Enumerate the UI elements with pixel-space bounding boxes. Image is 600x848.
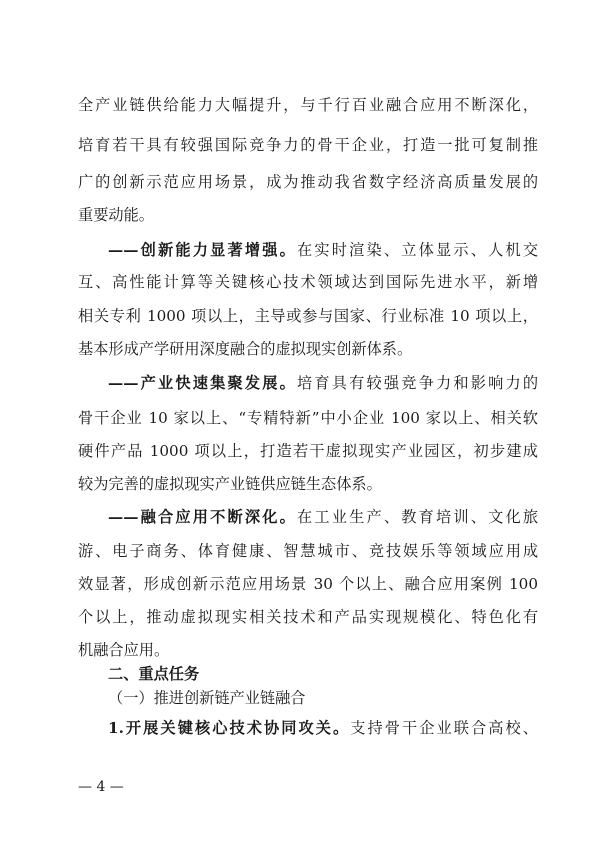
para-2-line-1 [108,240,538,260]
para-4-line-1-text: 在工业生产、教育培训、文化旅 [296,508,538,526]
para-2-line-2: 互、高性能计算等关键核心技术领域达到国际先进水平，新增 [78,273,538,291]
para-3-line-4: 较为完善的虚拟现实产业链供应链生态体系。 [78,475,382,493]
para-4-line-3: 效显著，形成创新示范应用场景 30 个以上、融合应用案例 100 [78,575,538,593]
para-1-line-4: 重要动能。 [78,206,154,224]
para-5-line-1-text: 支持骨干企业联合高校、 [350,719,538,737]
page-number: — 4 — [78,779,124,795]
para-2-line-1-text: 在实时渲染、立体显示、人机交 [296,241,538,259]
para-2-lead: ——创新能力显著增强。 [108,241,297,259]
para-1-line-1: 全产业链供给能力大幅提升，与千行百业融合应用不断深化， [78,96,538,114]
section-heading: 二、重点任务 [108,665,200,683]
para-5-lead: 1.开展关键核心技术协同攻关。 [108,719,351,737]
para-4-lead: ——融合应用不断深化。 [108,508,297,526]
para-4-line-4: 个以上，推动虚拟现实相关技术和产品实现规模化、特色化有 [78,608,538,626]
para-4-line-5: 机融合应用。 [78,641,170,659]
subsection-heading: （一）推进创新链产业链融合 [108,689,306,707]
para-1-line-2: 培育若干具有较强国际竞争力的骨干企业，打造一批可复制推 [78,136,538,154]
para-3-lead: ——产业快速集聚发展。 [108,374,297,392]
para-2-line-3: 相关专利 1000 项以上，主导或参与国家、行业标准 10 项以上， [78,307,538,325]
para-3-line-3: 硬件产品 1000 项以上，打造若干虚拟现实产业园区，初步建成 [78,442,538,460]
para-3-line-2: 骨干企业 10 家以上、“专精特新”中小企业 100 家以上、相关软 [78,409,538,427]
para-3-line-1 [108,373,538,393]
para-1-line-3: 广的创新示范应用场景，成为推动我省数字经济高质量发展的 [78,173,538,191]
para-5-line-1 [108,718,538,738]
para-4-line-1 [108,507,538,527]
para-4-line-2: 游、电子商务、体育健康、智慧城市、竞技娱乐等领域应用成 [78,542,538,560]
para-3-line-1-text: 培育具有较强竞争力和影响力的 [296,374,538,392]
para-2-line-4: 基本形成产学研用深度融合的虚拟现实创新体系。 [78,340,413,358]
